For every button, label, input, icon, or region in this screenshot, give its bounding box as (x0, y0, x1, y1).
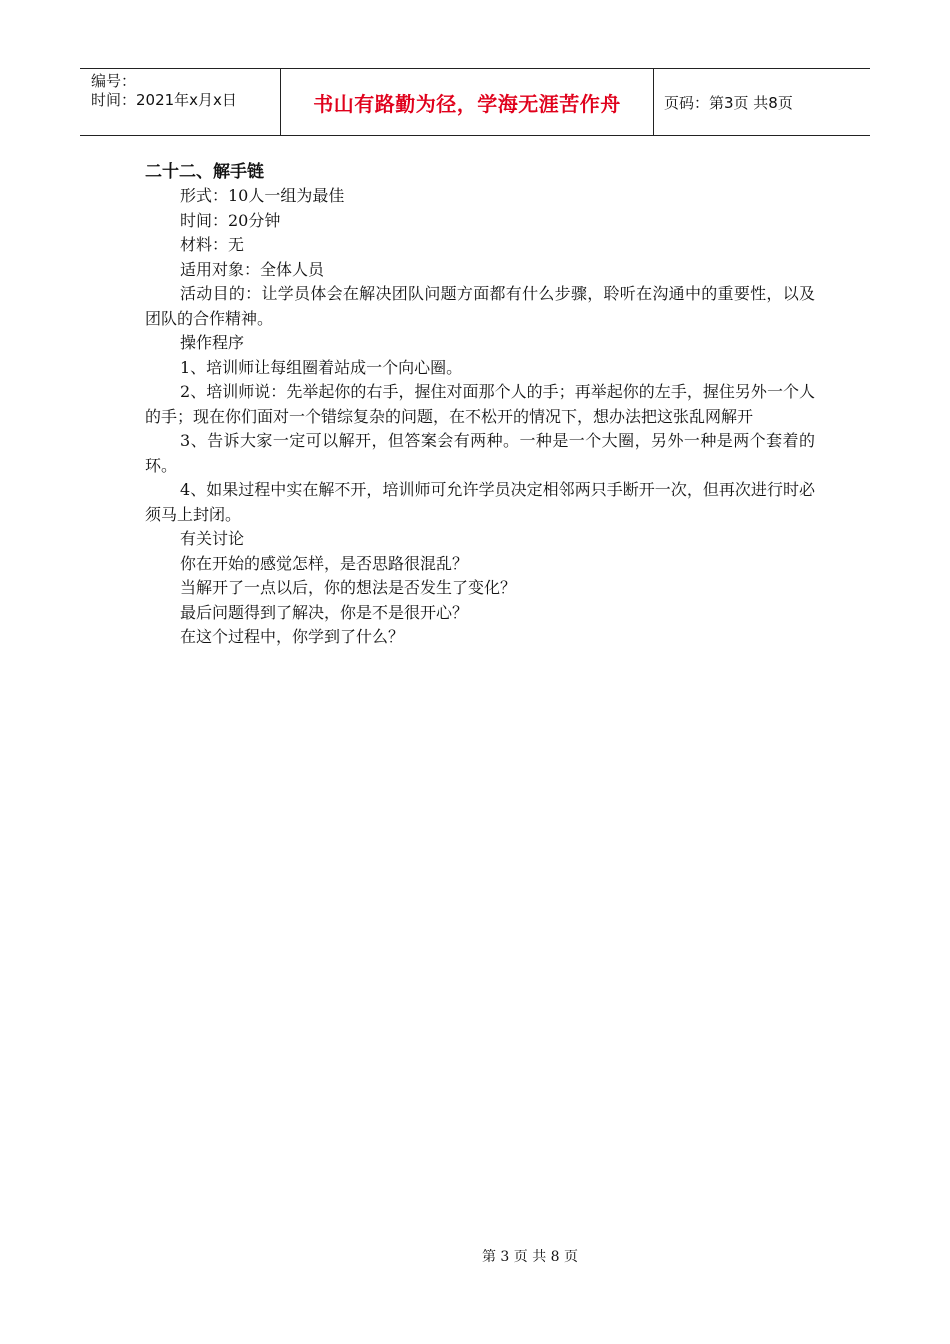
discussion-question-1: 你在开始的感觉怎样，是否思路很混乱？ (180, 553, 469, 573)
header-motto-cell (281, 69, 654, 135)
page-footer: 第 3 页 共 8 页 (481, 1249, 579, 1265)
materials-line: 材料：无 (180, 235, 245, 254)
header-page-info: 页码：第3页 共8页 (664, 93, 793, 112)
document-body (145, 160, 815, 650)
discussion-question-4: 在这个过程中，你学到了什么？ (180, 627, 405, 646)
discussion-question-3: 最后问题得到了解决，你是不是很开心？ (180, 602, 469, 622)
format-line: 形式：10人一组为最佳 (180, 186, 345, 205)
time-line: 时间：20分钟 (180, 210, 281, 230)
purpose-paragraph: 活动目的：让学员体会在解决团队问题方面都有什么步骤，聆听在沟通中的重要性，以及团队的合作精神。 (145, 284, 815, 328)
header-page-cell (654, 69, 870, 135)
procedure-heading: 操作程序 (180, 333, 245, 352)
procedure-step-2: 2、培训师说：先举起你的右手，握住对面那个人的手；再举起你的左手，握住另外一个人的手；现在你们面对一个错综复杂的问题，在不松开的情况下，想办法把这张乱网解开 (145, 382, 815, 426)
procedure-step-1: 1、培训师让每组圈着站成一个向心圈。 (180, 357, 463, 377)
discussion-heading: 有关讨论 (180, 529, 245, 548)
procedure-step-4: 4、如果过程中实在解不开，培训师可允许学员决定相邻两只手断开一次，但再次进行时必须马上封闭。 (145, 480, 815, 524)
discussion-question-2: 当解开了一点以后，你的想法是否发生了变化？ (180, 578, 517, 597)
section-title: 二十二、解手链 (145, 162, 264, 182)
procedure-step-3: 3、告诉大家一定可以解开，但答案会有两种。一种是一个大圈，另外一种是两个套着的环。 (145, 431, 815, 475)
document-header (80, 68, 870, 136)
document-date: 时间：2021年x月x日 (91, 91, 237, 109)
header-motto: 书山有路勤为径，学海无涯苦作舟 (313, 91, 621, 116)
header-meta-cell (80, 69, 281, 135)
audience-line: 适用对象：全体人员 (180, 259, 325, 279)
document-number-label: 编号： (91, 72, 137, 90)
